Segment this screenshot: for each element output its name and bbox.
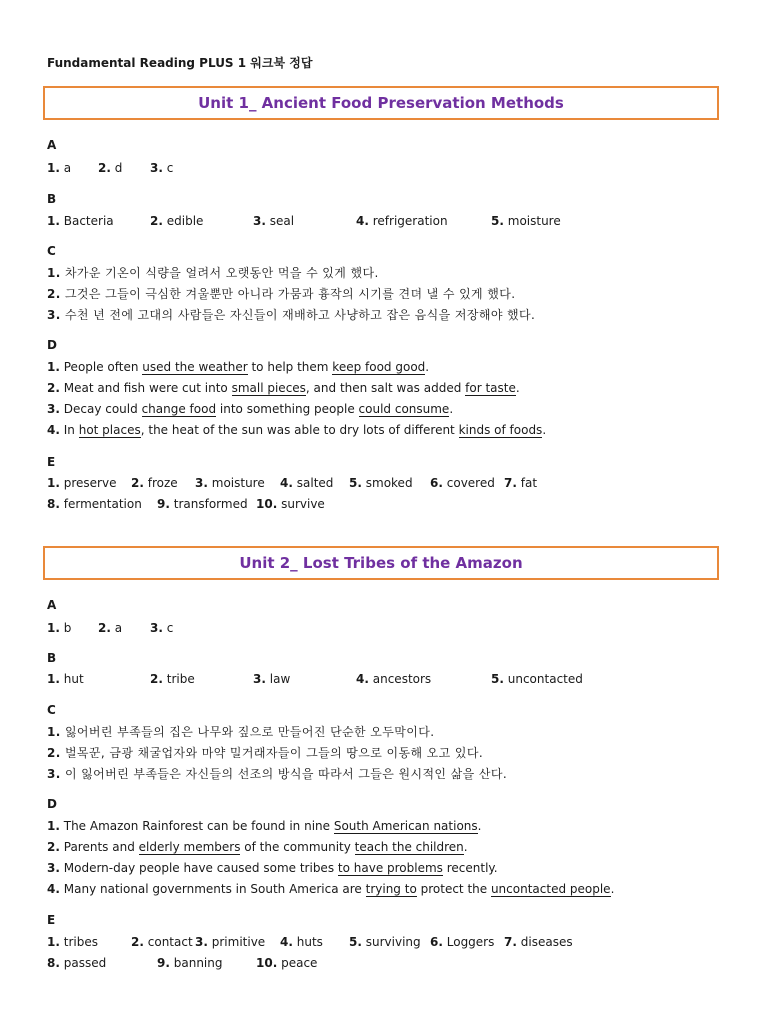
translation-text: 수천 년 전에 고대의 사람들은 자신들이 재배하고 사냥하고 잡은 음식을 저장해야 했다. [64,308,536,322]
item-number: 7. [504,935,517,949]
section-label-e: E [47,913,56,927]
sentence-line [47,839,468,855]
underlined-answer: trying to [365,882,417,896]
answer-item [356,671,431,687]
sentence-text: . [477,819,482,833]
answer-item [280,934,323,950]
answer-item [131,475,178,491]
answer-item [150,620,173,636]
item-number: 5. [491,672,504,686]
item-number: 4. [47,882,60,896]
underlined-answer: kinds of foods [458,423,543,437]
item-number: 1. [47,725,61,739]
item-number: 5. [491,214,504,228]
sentence-text: Decay could [63,402,142,416]
answer-item [47,475,116,491]
item-answer: fermentation [63,497,142,511]
sentence-text: into something people [216,402,359,416]
item-number: 3. [150,161,163,175]
item-answer: diseases [520,935,573,949]
section-label-e: E [47,455,56,469]
section-e-answers [47,475,727,491]
sentence-line [47,881,614,897]
sentence-text: Parents and [63,840,139,854]
item-number: 2. [47,381,60,395]
underlined-answer: could consume [358,402,450,416]
underlined-answer: small pieces [231,381,306,395]
answer-item [157,955,223,971]
sentence-text: , the heat of the sun was able to dry lots of different [140,423,459,437]
section-e-answers [47,934,727,950]
item-answer: seal [269,214,295,228]
sentence-text: . [463,840,468,854]
section-a-answers [47,160,727,176]
sentence-text: In [63,423,79,437]
underlined-answer: elderly members [138,840,241,854]
item-number: 1. [47,266,61,280]
sentence-text: . [515,381,520,395]
underlined-answer: to have problems [337,861,443,875]
sentence-text: protect the [416,882,491,896]
answer-item [157,496,248,512]
item-number: 3. [195,476,208,490]
item-number: 3. [47,308,61,322]
section-label-c: C [47,703,56,717]
sentence-line [47,860,498,876]
answer-item [491,671,583,687]
item-answer: preserve [63,476,117,490]
answer-item [98,620,122,636]
item-number: 2. [47,840,60,854]
item-answer: smoked [365,476,413,490]
underlined-answer: change food [141,402,217,416]
answer-item [256,496,325,512]
answer-item [47,496,142,512]
sentence-line [47,422,546,438]
item-number: 8. [47,497,60,511]
translation-line [47,745,483,761]
section-b-answers [47,671,727,687]
item-answer: ancestors [372,672,432,686]
item-answer: banning [173,956,223,970]
item-answer: hut [63,672,84,686]
sentence-text: Modern-day people have caused some tribes [63,861,338,875]
item-answer: law [269,672,291,686]
item-number: 3. [47,402,60,416]
item-answer: moisture [507,214,561,228]
item-number: 2. [47,287,61,301]
item-answer: passed [63,956,107,970]
answer-item [47,160,71,176]
section-e-answers [47,955,727,971]
item-number: 1. [47,935,60,949]
section-label-b: B [47,192,57,206]
underlined-answer: uncontacted people [490,882,611,896]
sentence-text: . [425,360,430,374]
item-answer: a [114,621,123,635]
section-e-answers [47,496,727,512]
sentence-text: . [449,402,454,416]
translation-line [47,724,434,740]
item-answer: salted [296,476,334,490]
underlined-answer: for taste [465,381,516,395]
underlined-answer: hot places [78,423,141,437]
item-answer: huts [296,935,323,949]
item-answer: b [63,621,72,635]
item-number: 1. [47,214,60,228]
answer-item [430,475,495,491]
sentence-text: The Amazon Rainforest can be found in nine [63,819,334,833]
item-answer: surviving [365,935,421,949]
answer-item [280,475,333,491]
translation-text: 그것은 그들이 극심한 겨울뿐만 아니라 가뭄과 흉작의 시기를 견뎌 낼 수 있게 했다. [64,287,516,301]
section-label-b: B [47,651,57,665]
answer-item [131,934,193,950]
item-answer: moisture [211,476,265,490]
item-number: 7. [504,476,517,490]
item-number: 3. [195,935,208,949]
translation-line [47,265,379,281]
answer-item [195,475,265,491]
translation-text: 잃어버린 부족들의 집은 나무와 짚으로 만들어진 단순한 오두막이다. [64,725,435,739]
item-answer: froze [147,476,178,490]
answer-item [504,475,537,491]
item-number: 5. [349,935,362,949]
item-number: 3. [150,621,163,635]
item-answer: survive [281,497,325,511]
translation-line [47,286,515,302]
translation-text: 차가운 기온이 식량을 얼려서 오랫동안 먹을 수 있게 했다. [64,266,379,280]
item-number: 10. [256,956,278,970]
sentence-line [47,818,481,834]
item-number: 8. [47,956,60,970]
item-answer: transformed [173,497,248,511]
item-answer: c [166,161,174,175]
unit-title: Unit 1_ Ancient Food Preservation Methods [198,94,564,112]
item-number: 1. [47,476,60,490]
item-number: 3. [253,672,266,686]
item-answer: tribe [166,672,195,686]
item-number: 1. [47,360,60,374]
item-answer: d [114,161,123,175]
item-number: 1. [47,819,60,833]
item-number: 2. [131,935,144,949]
section-label-d: D [47,338,57,352]
sentence-text: . [610,882,615,896]
translation-line [47,766,507,782]
item-answer: covered [446,476,495,490]
unit-title-box [43,86,719,120]
item-number: 2. [150,214,163,228]
sentence-line [47,359,429,375]
section-label-a: A [47,598,57,612]
item-number: 3. [253,214,266,228]
answer-item [349,475,413,491]
translation-text: 벌목꾼, 금광 채굴업자와 마약 밀거래자들이 그들의 땅으로 이동해 오고 있다. [64,746,484,760]
section-label-c: C [47,244,56,258]
item-number: 1. [47,161,60,175]
sentence-text: to help them [247,360,333,374]
item-number: 4. [356,672,369,686]
item-number: 2. [131,476,144,490]
item-answer: refrigeration [372,214,448,228]
item-number: 5. [349,476,362,490]
item-answer: uncontacted [507,672,583,686]
answer-item [253,213,294,229]
section-a-answers [47,620,727,636]
answer-item [349,934,421,950]
underlined-answer: South American nations [333,819,478,833]
section-label-a: A [47,138,57,152]
answer-item [47,955,106,971]
answer-item [150,213,203,229]
item-answer: edible [166,214,204,228]
item-number: 2. [47,746,61,760]
item-number: 2. [98,621,111,635]
item-answer: Bacteria [63,214,114,228]
item-answer: contact [147,935,193,949]
unit-title-box [43,546,719,580]
item-number: 4. [280,935,293,949]
answer-item [356,213,448,229]
answer-item [150,160,173,176]
item-number: 3. [47,767,61,781]
underlined-answer: teach the children [354,840,464,854]
answer-item [256,955,317,971]
answer-item [98,160,122,176]
item-number: 4. [356,214,369,228]
answer-item [47,934,98,950]
sentence-line [47,380,520,396]
item-answer: fat [520,476,538,490]
item-answer: a [63,161,72,175]
answer-item [47,213,114,229]
item-number: 9. [157,497,170,511]
sentence-text: Many national governments in South America are [63,882,366,896]
answer-item [504,934,573,950]
document-title: Fundamental Reading PLUS 1 워크북 정답 [47,56,313,70]
answer-item [491,213,561,229]
item-number: 3. [47,861,60,875]
answer-item [430,934,494,950]
underlined-answer: used the weather [142,360,248,374]
sentence-text: , and then salt was added [305,381,466,395]
answer-item [195,934,265,950]
answer-item [47,671,84,687]
answer-item [150,671,195,687]
item-answer: Loggers [446,935,495,949]
item-number: 4. [280,476,293,490]
item-answer: tribes [63,935,98,949]
unit-title: Unit 2_ Lost Tribes of the Amazon [239,554,523,572]
section-b-answers [47,213,727,229]
item-number: 9. [157,956,170,970]
item-answer: c [166,621,174,635]
item-number: 2. [98,161,111,175]
sentence-text: People often [63,360,143,374]
sentence-text: recently. [442,861,498,875]
answer-item [253,671,290,687]
sentence-line [47,401,453,417]
item-number: 1. [47,621,60,635]
item-number: 4. [47,423,60,437]
item-number: 2. [150,672,163,686]
item-answer: primitive [211,935,266,949]
item-number: 1. [47,672,60,686]
item-number: 6. [430,476,443,490]
item-answer: peace [281,956,318,970]
item-number: 10. [256,497,278,511]
item-number: 6. [430,935,443,949]
answer-item [47,620,71,636]
sentence-text: of the community [240,840,355,854]
sentence-text: . [542,423,547,437]
sentence-text: Meat and fish were cut into [63,381,232,395]
underlined-answer: keep food good [332,360,426,374]
translation-text: 이 잃어버린 부족들은 자신들의 선조의 방식을 따라서 그들은 원시적인 삶을 산다. [64,767,508,781]
translation-line [47,307,535,323]
section-label-d: D [47,797,57,811]
